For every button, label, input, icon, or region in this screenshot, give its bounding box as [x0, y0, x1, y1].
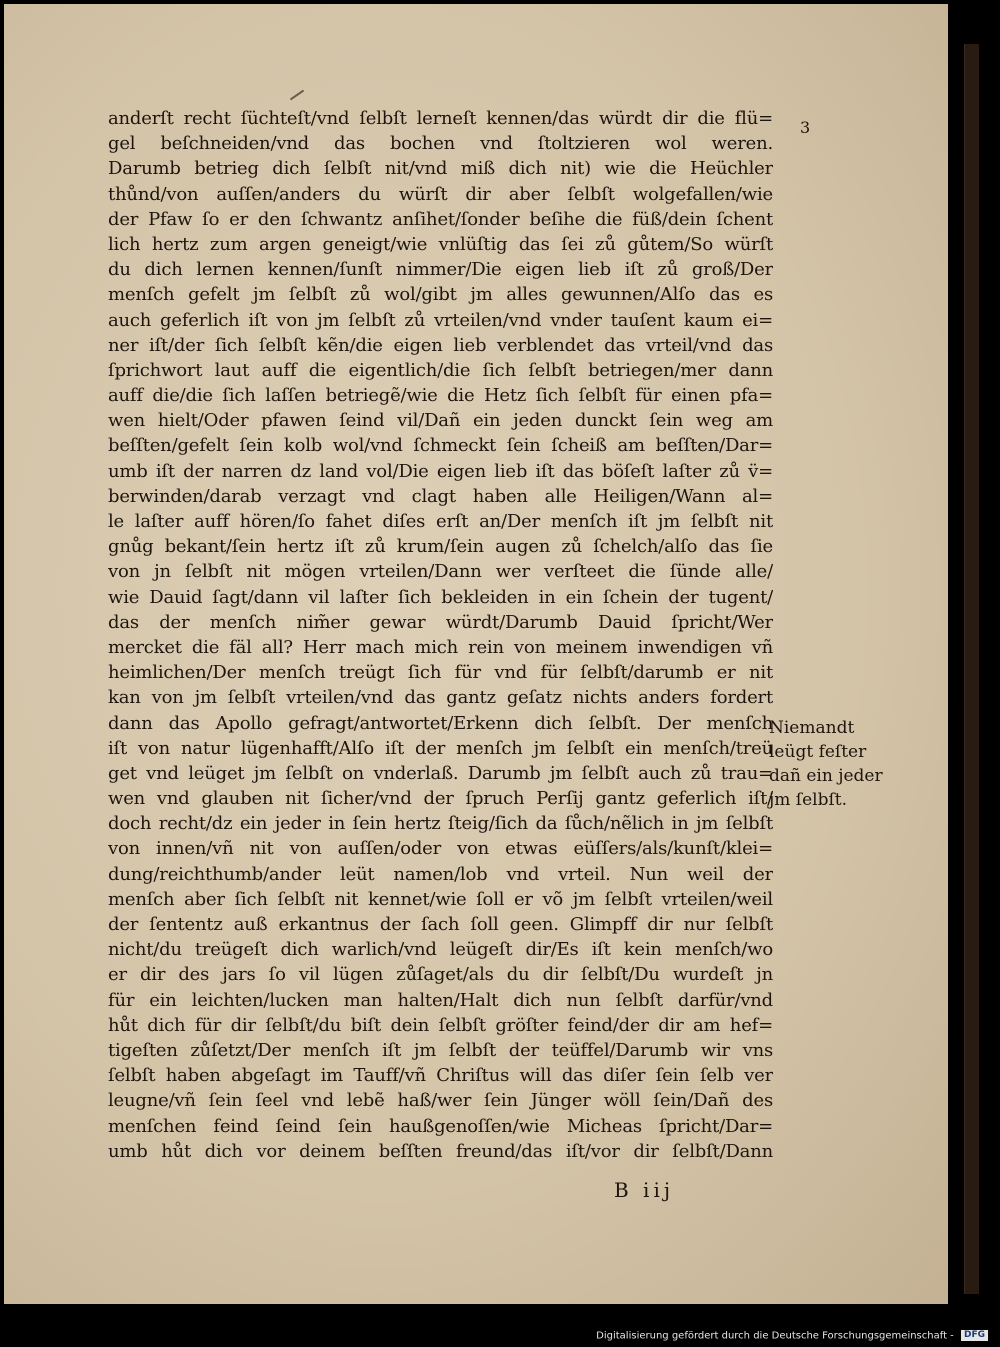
text-line: der ſententz auß erkantnus der ſach ſoll geen. Glimpff dir nur ſelbſt — [108, 914, 773, 935]
text-line: umb iſt der narren dz land vol/Die eigen lieb iſt das böſeſt laſter zů v̈= — [108, 460, 773, 482]
page-number: 3 — [800, 118, 811, 137]
text-line: doch recht/dz ein jeder in ſein hertz ſteig/ſich da ſůch/nẽlich in jm ſelbſt — [108, 813, 773, 835]
text-line: ſelbſt haben abgeſagt im Tauff/vñ Chriſtus will das diſer ſein ſelb ver — [108, 1065, 773, 1087]
digitization-credit — [596, 1330, 988, 1342]
text-line: berwinden/darab verzagt vnd clagt haben alle Heiligen/Wann al= — [108, 485, 773, 507]
book-page — [4, 4, 948, 1304]
text-line: anderſt recht ſüchteſt/vnd ſelbſt lerneſt kennen/das würdt dir die flü= — [108, 108, 773, 129]
text-line: lich hertz zum argen geneigt/wie vnlüſtig das ſei zů gůtem/So würſt — [108, 233, 773, 255]
text-line: tigeſten zůſetzt/Der menſch iſt jm ſelbſt der teüffel/Darumb wir vns — [108, 1039, 773, 1061]
text-line: menſch gefelt jm ſelbſt zů wol/gibt jm alles gewunnen/Alſo das es — [108, 284, 773, 306]
text-line: mercket die fäl all? Herr mach mich rein von meinem inwendigen vñ — [108, 636, 773, 658]
text-line: get vnd leüget jm ſelbſt on vnderlaß. Darumb jm ſelbſt auch zů trau= — [108, 762, 773, 784]
marginal-note-line: leügt feſter — [769, 742, 867, 762]
text-line: der Pfaw ſo er den ſchwantz anſihet/ſonder beſihe die füß/dein ſchent — [108, 208, 773, 230]
text-line: thůnd/von auſſen/anders du würſt dir aber ſelbſt wolgefallen/wie — [108, 183, 773, 205]
text-line: auff die/die ſich laſſen betriegẽ/wie die Hetz ſich ſelbſt für einen pfa= — [108, 385, 773, 407]
signature-mark: B iij — [614, 1178, 675, 1202]
text-line: gnůg bekant/ſein hertz iſt zů krum/ſein augen zů ſchelch/alſo das ſie — [108, 536, 773, 558]
text-line: menſch aber ſich ſelbſt nit kennet/wie ſoll er võ jm ſelbſt vrteilen/weil — [108, 888, 773, 910]
dfg-logo: DFG — [961, 1330, 988, 1341]
main-text — [108, 106, 773, 1164]
next-page-edge — [964, 44, 979, 1294]
text-line: hůt dich für dir ſelbſt/du biſt dein ſelbſt gröſter feind/der dir am hef= — [108, 1014, 773, 1036]
text-line: er dir des jars ſo vil lügen zůſaget/als du dir ſelbſt/Du wurdeſt jn — [108, 964, 773, 986]
text-line: ner iſt/der ſich ſelbſt kẽn/die eigen lieb verblendet das vrteil/vnd das — [108, 334, 773, 356]
text-line: heimlichen/Der menſch treügt ſich für vnd für ſelbſt/darumb er nit — [108, 662, 773, 684]
text-line: wen vnd glauben nit ſicher/vnd der ſpruch Perſij gantz geferlich iſt/ — [108, 788, 773, 810]
text-line: beſſten/gefelt ſein kolb wol/vnd ſchmeckt ſein ſcheiß am beſſten/Dar= — [108, 435, 773, 457]
text-line: iſt von natur lügenhafft/Alſo iſt der menſch jm ſelbſt ein menſch/treü — [108, 737, 773, 759]
text-line: le laſter auff hören/ſo fahet diſes erſt an/Der menſch iſt jm ſelbſt nit — [108, 511, 773, 532]
text-line: von innen/vñ nit von auſſen/oder von etwas eüſſers/als/kunſt/klei= — [108, 838, 773, 860]
text-line: dung/reichthumb/ander leüt namen/lob vnd vrteil. Nun weil der — [108, 863, 773, 885]
text-line: du dich lernen kennen/ſunſt nimmer/Die eigen lieb iſt zů groß/Der — [108, 259, 773, 281]
text-line: auch geferlich iſt von jm ſelbſt zů vrteilen/vnd vnder tauſent kaum ei= — [108, 309, 773, 331]
text-line: für ein leichten/lucken man halten/Halt dich nun ſelbſt darfür/vnd — [108, 989, 773, 1011]
text-line: wen hielt/Oder pfawen ſeind vil/Dañ ein jeden dunckt ſein weg am — [108, 410, 773, 432]
credit-text: Digitalisierung gefördert durch die Deutsche Forschungsgemeinschaft - — [596, 1330, 954, 1342]
text-line: das der menſch nim̃er gewar würdt/Darumb Dauid ſpricht/Wer — [108, 611, 773, 633]
marginal-note-line: Niemandt — [769, 718, 855, 738]
text-line: Darumb betrieg dich ſelbſt nit/vnd miß dich nit) wie die Heüchler — [108, 158, 773, 180]
text-line: dann das Apollo gefragt/antwortet/Erkenn dich ſelbſt. Der menſch — [108, 712, 773, 734]
text-line: menſchen feind ſeind ſein haußgenoſſen/wie Micheas ſpricht/Dar= — [108, 1115, 773, 1137]
text-line: nicht/du treügeſt dich warlich/vnd leügeſt dir/Es iſt kein menſch/wo — [108, 939, 773, 961]
marginal-note-line: jm ſelbſt. — [769, 790, 847, 810]
text-line: kan von jm ſelbſt vrteilen/vnd das gantz geſatz nichts anders fordert — [108, 687, 773, 709]
marginal-note-line: dañ ein jeder — [769, 766, 883, 786]
text-line: gel beſchneiden/vnd das bochen vnd ſtoltzieren wol weren. — [108, 133, 773, 155]
ink-mark — [290, 90, 304, 101]
text-line: leugne/vñ ſein ſeel vnd lebẽ haß/wer ſein Jünger wöll ſein/Dañ des — [108, 1090, 773, 1112]
marginal-note — [769, 716, 889, 812]
text-line: umb hůt dich vor deinem beſſten freund/das iſt/vor dir ſelbſt/Dann — [108, 1140, 773, 1162]
text-line: wie Dauid ſagt/dann vil laſter ſich bekleiden in ein ſchein der tugent/ — [108, 586, 773, 608]
text-line: ſprichwort laut auff die eigentlich/die ſich ſelbſt betriegen/mer dann — [108, 359, 773, 381]
text-line: von jn ſelbſt nit mögen vrteilen/Dann wer verſteet die ſünde alle/ — [108, 561, 773, 583]
